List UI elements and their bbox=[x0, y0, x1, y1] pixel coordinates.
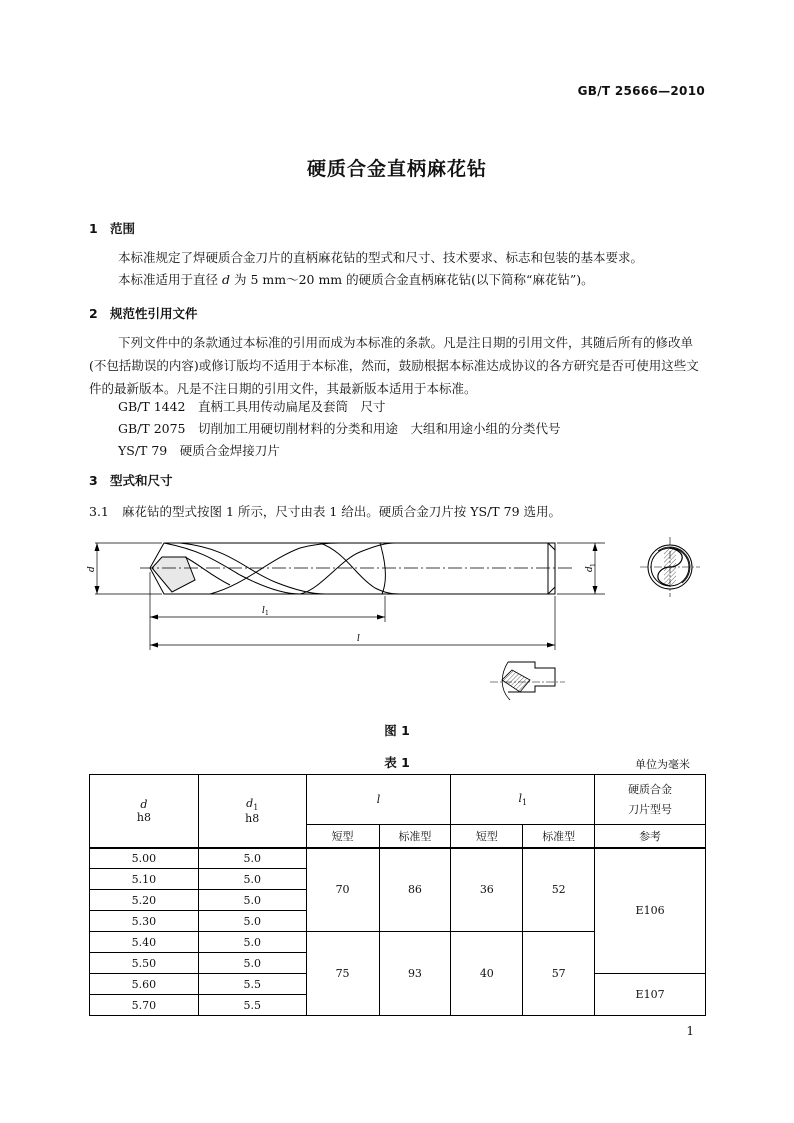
subheader-l-standard: 标准型 bbox=[379, 825, 451, 848]
subheader-l-short: 短型 bbox=[306, 825, 379, 848]
header-insert-line2: 刀片型号 bbox=[628, 802, 673, 816]
header-insert-line1: 硬质合金 bbox=[628, 782, 673, 796]
cell-l1-standard: 57 bbox=[523, 932, 595, 1016]
header-insert bbox=[595, 775, 706, 825]
table-1 bbox=[89, 774, 706, 1016]
cell-d: 5.60 bbox=[90, 974, 199, 995]
subheader-l1-standard: 标准型 bbox=[523, 825, 595, 848]
section-title: 范围 bbox=[110, 221, 136, 236]
section-number: 3 bbox=[89, 473, 98, 488]
cell-d1: 5.5 bbox=[198, 974, 306, 995]
table-unit: 单位为毫米 bbox=[635, 758, 690, 771]
cell-d1: 5.0 bbox=[198, 932, 306, 953]
subheader-l1-short: 短型 bbox=[451, 825, 523, 848]
section-number: 1 bbox=[89, 221, 98, 236]
arrowhead bbox=[547, 643, 555, 648]
figure-caption: 图 1 bbox=[384, 723, 410, 738]
label-l1-subscript: 1 bbox=[265, 610, 269, 617]
cell-d: 5.30 bbox=[90, 911, 199, 932]
arrowhead bbox=[150, 643, 158, 648]
shank-chamfer bbox=[548, 543, 555, 594]
cell-l1-standard: 52 bbox=[523, 848, 595, 932]
detail-view bbox=[490, 662, 565, 700]
text-fragment: 为 5 mm～20 mm 的硬质合金直柄麻花钻(以下简称“麻花钻”)。 bbox=[230, 272, 594, 287]
clause-text: 麻花钻的型式按图 1 所示，尺寸由表 1 给出。硬质合金刀片按 YS/T 79 选用。 bbox=[122, 504, 561, 519]
drill-body-outline bbox=[150, 543, 555, 594]
cell-l-standard: 86 bbox=[379, 848, 451, 932]
cell-d: 5.00 bbox=[90, 848, 199, 869]
flute-end-curve bbox=[380, 543, 385, 594]
label-d1: d bbox=[585, 566, 595, 572]
cell-d: 5.10 bbox=[90, 869, 199, 890]
cell-d1: 5.0 bbox=[198, 869, 306, 890]
cell-d: 5.50 bbox=[90, 953, 199, 974]
reference-yst79: YS/T 79 硬质合金焊接刀片 bbox=[118, 443, 280, 458]
cell-l-short: 75 bbox=[306, 932, 379, 1016]
header-l1-symbol: l bbox=[518, 791, 522, 805]
cell-l1-short: 36 bbox=[451, 848, 523, 932]
end-view bbox=[640, 537, 700, 597]
arrowhead bbox=[150, 615, 158, 620]
carbide-insert bbox=[152, 557, 195, 592]
label-l1: l bbox=[262, 606, 265, 616]
section-title: 型式和尺寸 bbox=[110, 473, 173, 488]
label-d1-subscript: 1 bbox=[590, 563, 597, 567]
header-d1-tolerance: h8 bbox=[245, 811, 260, 825]
subheader-reference: 参考 bbox=[595, 825, 706, 848]
header-d1-symbol: d bbox=[246, 796, 254, 810]
cell-insert: E107 bbox=[595, 974, 706, 1016]
header-d-symbol: d bbox=[140, 797, 148, 811]
cell-d1: 5.5 bbox=[198, 995, 306, 1016]
cell-insert: E106 bbox=[595, 848, 706, 974]
cell-d1: 5.0 bbox=[198, 848, 306, 869]
section-1-paragraph-1: 本标准规定了焊硬质合金刀片的直柄麻花钻的型式和尺寸、技术要求、标志和包装的基本要求。 bbox=[118, 250, 644, 265]
table-caption: 表 1 bbox=[384, 755, 410, 770]
standard-number: GB/T 25666—2010 bbox=[577, 84, 705, 98]
arrowhead bbox=[95, 543, 100, 551]
cell-l-standard: 93 bbox=[379, 932, 451, 1016]
document-title: 硬质合金直柄麻花钻 bbox=[306, 158, 487, 180]
clause-number: 3.1 bbox=[89, 504, 109, 519]
header-d1-subscript: 1 bbox=[253, 802, 259, 812]
arrowhead bbox=[95, 586, 100, 594]
cell-d1: 5.0 bbox=[198, 953, 306, 974]
variable-d: d bbox=[221, 272, 230, 287]
arrowhead bbox=[593, 586, 598, 594]
header-l1-subscript: 1 bbox=[521, 798, 528, 808]
header-d bbox=[90, 775, 199, 848]
reference-gbt2075: GB/T 2075 切削加工用硬切削材料的分类和用途 大组和用途小组的分类代号 bbox=[118, 421, 561, 436]
label-d: d bbox=[87, 566, 97, 572]
table-header-row bbox=[90, 775, 706, 825]
table-row bbox=[90, 848, 706, 869]
flute-curve bbox=[300, 543, 395, 594]
reference-gbt1442: GB/T 1442 直柄工具用传动扁尾及套筒 尺寸 bbox=[118, 399, 386, 414]
flute-curve bbox=[320, 543, 400, 594]
cell-l-short: 70 bbox=[306, 848, 379, 932]
arrowhead bbox=[593, 543, 598, 551]
section-title: 规范性引用文件 bbox=[110, 306, 198, 321]
text-fragment: 本标准适用于直径 bbox=[118, 272, 222, 287]
section-2-intro: 下列文件中的条款通过本标准的引用而成为本标准的条款。凡是注日期的引用文件，其随后所有的修改单(不包括勘误的内容)或修订版均不适用于本标准，然而，鼓励根据本标准达成协议的各方研究是否可使用这些文件的最新版本。凡是不注日期的引用文件，其最新版本适用于本标准。 bbox=[89, 335, 699, 396]
cell-d1: 5.0 bbox=[198, 890, 306, 911]
header-l bbox=[306, 775, 451, 825]
header-l-symbol: l bbox=[376, 793, 381, 806]
page-number: 1 bbox=[686, 1024, 694, 1038]
cell-l1-short: 40 bbox=[451, 932, 523, 1016]
cell-d: 5.70 bbox=[90, 995, 199, 1016]
header-d1 bbox=[198, 775, 306, 848]
arrowhead bbox=[377, 615, 385, 620]
flute-curve bbox=[180, 543, 325, 594]
header-d-tolerance: h8 bbox=[136, 810, 151, 824]
cell-d1: 5.0 bbox=[198, 911, 306, 932]
header-l1 bbox=[451, 775, 595, 825]
cell-d: 5.40 bbox=[90, 932, 199, 953]
section-number: 2 bbox=[89, 306, 98, 321]
label-l: l bbox=[357, 634, 360, 644]
cell-d: 5.20 bbox=[90, 890, 199, 911]
